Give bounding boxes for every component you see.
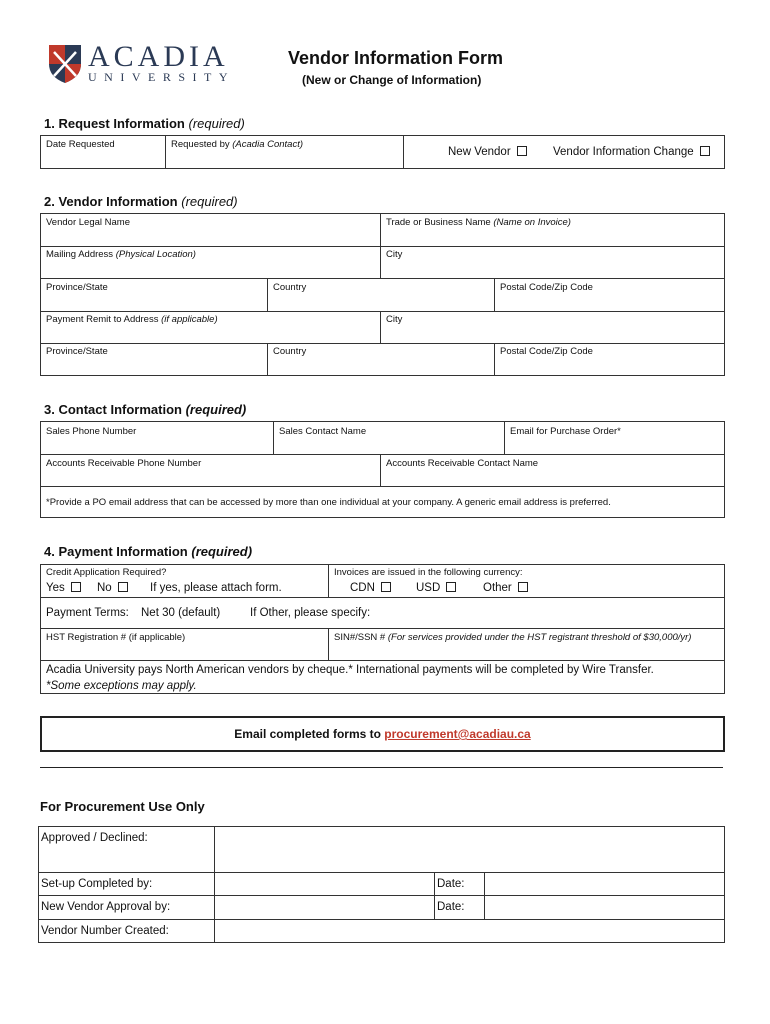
sales-contact-field[interactable]: Sales Contact Name — [279, 426, 367, 437]
procurement-heading: For Procurement Use Only — [40, 799, 205, 814]
vendor-number-label: Vendor Number Created: — [41, 925, 169, 937]
ar-contact-field[interactable]: Accounts Receivable Contact Name — [386, 458, 539, 469]
section4-heading: 4. Payment Information (required) — [44, 544, 253, 559]
logo-subtitle: UNIVERSITY — [88, 70, 235, 84]
approval-label: New Vendor Approval by: — [41, 901, 171, 913]
exceptions-note: *Some exceptions may apply. — [46, 680, 197, 692]
new-vendor-checkbox[interactable]: New Vendor — [448, 146, 527, 158]
date-label-2: Date: — [437, 901, 465, 913]
remit-city-field[interactable]: City — [386, 314, 403, 325]
page-title: Vendor Information Form — [288, 48, 504, 68]
sin-field[interactable]: SIN#/SSN # (For services provided under the HST registrant threshold of $30,000/yr) — [334, 632, 692, 643]
remit-country-field[interactable]: Country — [273, 346, 307, 357]
email-instruction: Email completed forms to procurement@acadiau.ca — [234, 727, 531, 741]
cdn-checkbox[interactable]: CDN — [350, 582, 391, 594]
postal-field[interactable]: Postal Code/Zip Code — [500, 282, 593, 293]
checkbox-icon[interactable] — [118, 582, 128, 592]
remit-postal-field[interactable]: Postal Code/Zip Code — [500, 346, 593, 357]
attach-form-note: If yes, please attach form. — [150, 582, 282, 594]
credit-app-label: Credit Application Required? — [46, 567, 167, 578]
usd-checkbox[interactable]: USD — [416, 582, 456, 594]
checkbox-icon[interactable] — [700, 146, 710, 156]
procurement-email-link[interactable]: procurement@acadiau.ca — [384, 727, 531, 741]
trade-name-field[interactable]: Trade or Business Name (Name on Invoice) — [386, 217, 571, 228]
checkbox-icon[interactable] — [518, 582, 528, 592]
logo-wordmark: ACADIA — [88, 40, 229, 73]
remit-province-field[interactable]: Province/State — [46, 346, 108, 357]
currency-label: Invoices are issued in the following currency: — [334, 567, 523, 578]
section3-heading: 3. Contact Information (required) — [44, 402, 247, 417]
checkbox-icon[interactable] — [517, 146, 527, 156]
remit-address-field[interactable]: Payment Remit to Address (if applicable) — [46, 314, 218, 325]
sales-phone-field[interactable]: Sales Phone Number — [46, 426, 137, 437]
page-subtitle: (New or Change of Information) — [302, 73, 482, 87]
section2-table — [40, 213, 725, 376]
divider — [40, 767, 723, 768]
city-field[interactable]: City — [386, 249, 403, 260]
checkbox-icon[interactable] — [446, 582, 456, 592]
date-requested-field[interactable]: Date Requested — [46, 139, 115, 150]
ar-phone-field[interactable]: Accounts Receivable Phone Number — [46, 458, 202, 469]
payment-note: Acadia University pays North American vendors by cheque.* International payments will be completed by Wire Transfer. — [46, 664, 654, 676]
requested-by-field[interactable]: Requested by (Acadia Contact) — [171, 139, 304, 150]
payment-terms-label: Payment Terms: — [46, 607, 129, 619]
other-checkbox[interactable]: Other — [483, 582, 528, 594]
net30-value: Net 30 (default) — [141, 607, 221, 619]
if-other-field[interactable]: If Other, please specify: — [250, 607, 371, 619]
mailing-address-field[interactable]: Mailing Address (Physical Location) — [46, 249, 196, 260]
po-email-footnote: *Provide a PO email address that can be accessed by more than one individual at your company. A generic email address is preferred. — [46, 497, 611, 508]
setup-label: Set-up Completed by: — [41, 878, 153, 890]
date-label-1: Date: — [437, 878, 465, 890]
email-po-field[interactable]: Email for Purchase Order* — [510, 426, 621, 437]
section2-heading: 2. Vendor Information (required) — [44, 194, 238, 209]
checkbox-icon[interactable] — [71, 582, 81, 592]
credit-yes-checkbox[interactable]: Yes — [46, 582, 81, 594]
credit-no-checkbox[interactable]: No — [97, 582, 128, 594]
legal-name-field[interactable]: Vendor Legal Name — [46, 217, 130, 228]
vendor-change-checkbox[interactable]: Vendor Information Change — [553, 146, 710, 158]
shield-icon — [48, 44, 82, 84]
acadia-logo — [48, 44, 82, 84]
hst-field[interactable]: HST Registration # (if applicable) — [46, 632, 186, 643]
section1-heading: 1. Request Information (required) — [44, 116, 245, 131]
province-field[interactable]: Province/State — [46, 282, 108, 293]
checkbox-icon[interactable] — [381, 582, 391, 592]
approved-label: Approved / Declined: — [41, 832, 148, 844]
country-field[interactable]: Country — [273, 282, 307, 293]
